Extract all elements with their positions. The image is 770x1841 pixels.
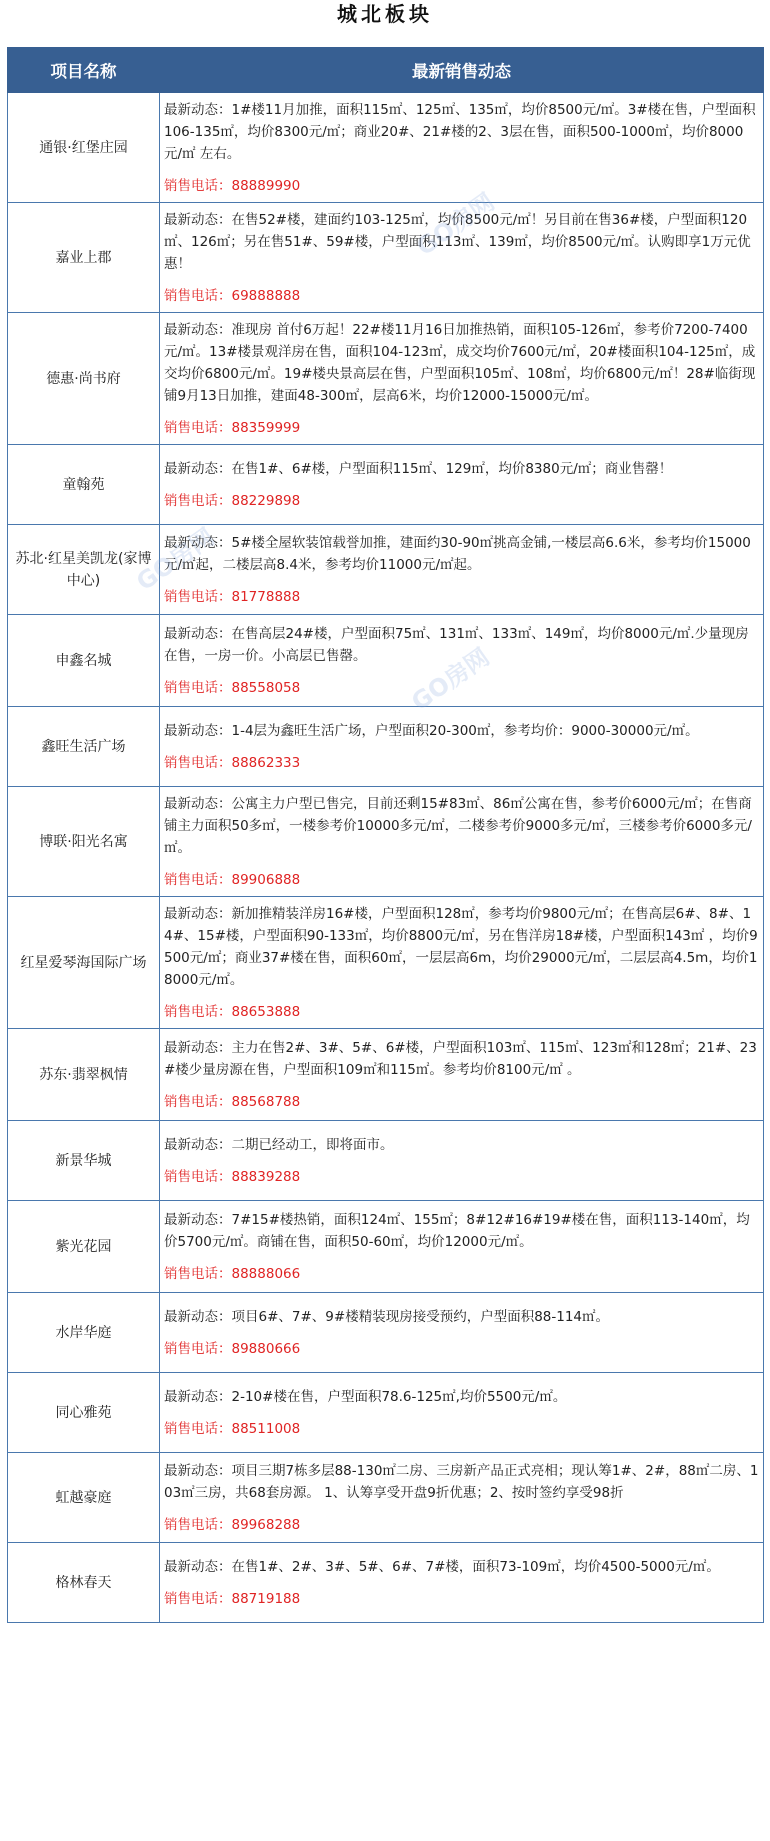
table-row	[8, 1293, 764, 1373]
table-row	[8, 1373, 764, 1453]
table-row	[8, 525, 764, 615]
sales-info-cell	[160, 1201, 764, 1293]
sales-phone: 销售电话：88889990	[164, 178, 301, 194]
table-row	[8, 1201, 764, 1293]
column-header-project-name: 项目名称	[8, 48, 160, 93]
project-name: 申鑫名城	[8, 615, 160, 707]
project-name: 鑫旺生活广场	[8, 707, 160, 787]
page-title: 城北板块	[337, 2, 433, 26]
latest-news-text: 最新动态：在售52#楼，建面约103-125㎡，均价8500元/㎡！另目前在售36#楼，户型面积120㎡、126㎡；另在售51#、59#楼，户型面积113㎡、139㎡，均价8500元/㎡。认购即享1万元优惠！	[164, 212, 751, 272]
project-name: 格林春天	[8, 1543, 160, 1623]
sales-info-cell	[160, 1373, 764, 1453]
sales-phone: 销售电话：88359999	[164, 420, 301, 436]
sales-info-cell	[160, 707, 764, 787]
latest-news-text: 最新动态：2-10#楼在售，户型面积78.6-125㎡,均价5500元/㎡。	[164, 1389, 567, 1405]
sales-info-cell	[160, 525, 764, 615]
project-name: 通银·红堡庄园	[8, 93, 160, 203]
sales-phone: 销售电话：88862333	[164, 755, 301, 771]
sales-phone: 销售电话：88653888	[164, 1004, 301, 1020]
latest-news-text: 最新动态：新加推精装洋房16#楼，户型面积128㎡，参考均价9800元/㎡；在售高层6#、8#、14#、15#楼，户型面积90-133㎡，均价8800元/㎡，另在售洋房18#楼，户型面积143㎡ ，均价9500元/㎡；商业37#楼在售，面积60㎡，一层层高6m，均价29000元/㎡，二层层高4.5m，均价18000元/㎡。	[164, 906, 758, 988]
sales-info-cell	[160, 313, 764, 445]
table-row	[8, 1543, 764, 1623]
sales-info-cell	[160, 787, 764, 897]
sales-info-cell	[160, 1121, 764, 1201]
sales-info-cell	[160, 203, 764, 313]
table-row	[8, 707, 764, 787]
latest-news-text: 最新动态：项目三期7栋多层88-130㎡二房、三房新产品正式亮相；现认筹1#、2#，88㎡二房、103㎡三房，共68套房源。 1、认筹享受开盘9折优惠；2、按时签约享受98折	[164, 1463, 759, 1501]
project-name: 新景华城	[8, 1121, 160, 1201]
latest-news-text: 最新动态：在售1#、2#、3#、5#、6#、7#楼，面积73-109㎡，均价4500-5000元/㎡。	[164, 1559, 720, 1575]
table-row	[8, 615, 764, 707]
project-name: 童翰苑	[8, 445, 160, 525]
sales-phone: 销售电话：89968288	[164, 1517, 301, 1533]
sales-info-cell	[160, 1293, 764, 1373]
sales-phone: 销售电话：88839288	[164, 1169, 301, 1185]
latest-news-text: 最新动态：5#楼全屋软装馆载誉加推，建面约30-90㎡挑高金铺,一楼层高6.6米，参考均价15000元/㎡起，二楼层高8.4米，参考均价11000元/㎡起。	[164, 535, 751, 573]
latest-news-text: 最新动态：项目6#、7#、9#楼精装现房接受预约，户型面积88-114㎡。	[164, 1309, 610, 1325]
table-row	[8, 1453, 764, 1543]
project-name: 紫光花园	[8, 1201, 160, 1293]
table-row	[8, 787, 764, 897]
project-name: 水岸华庭	[8, 1293, 160, 1373]
column-header-sales-news: 最新销售动态	[160, 48, 764, 93]
latest-news-text: 最新动态：在售高层24#楼，户型面积75㎡、131㎡、133㎡、149㎡，均价8000元/㎡.少量现房在售，一房一价。小高层已售罄。	[164, 626, 749, 664]
watermark: GO房网	[411, 187, 500, 262]
table-row	[8, 93, 764, 203]
latest-news-text: 最新动态：二期已经动工，即将面市。	[164, 1137, 394, 1153]
sales-info-cell	[160, 93, 764, 203]
sales-phone: 销售电话：89880666	[164, 1341, 301, 1357]
sales-info-cell	[160, 445, 764, 525]
project-name: 嘉业上郡	[8, 203, 160, 313]
table-row	[8, 313, 764, 445]
project-name: 同心雅苑	[8, 1373, 160, 1453]
table-header-row	[8, 48, 764, 93]
sales-phone: 销售电话：88511008	[164, 1421, 301, 1437]
project-name: 红星爱琴海国际广场	[8, 897, 160, 1029]
watermark: GO房网	[406, 642, 495, 717]
latest-news-text: 最新动态：主力在售2#、3#、5#、6#楼，户型面积103㎡、115㎡、123㎡和128㎡；21#、23#楼少量房源在售，户型面积109㎡和115㎡。参考均价8100元/㎡ 。	[164, 1040, 757, 1078]
table-row	[8, 203, 764, 313]
latest-news-text: 最新动态：7#15#楼热销，面积124㎡、155㎡；8#12#16#19#楼在售，面积113-140㎡，均价5700元/㎡。商铺在售，面积50-60㎡，均价12000元/㎡。	[164, 1212, 750, 1250]
sales-phone: 销售电话：88888066	[164, 1266, 301, 1282]
sales-info-cell	[160, 1453, 764, 1543]
project-name: 博联·阳光名寓	[8, 787, 160, 897]
sales-phone: 销售电话：88229898	[164, 493, 301, 509]
project-name: 苏北·红星美凯龙(家博中心)	[8, 525, 160, 615]
table-row	[8, 897, 764, 1029]
project-name: 苏东·翡翠枫情	[8, 1029, 160, 1121]
sales-phone: 销售电话：88558058	[164, 680, 301, 696]
table-body	[8, 93, 764, 1623]
sales-phone: 销售电话：81778888	[164, 589, 301, 605]
table-row	[8, 445, 764, 525]
latest-news-text: 最新动态：在售1#、6#楼，户型面积115㎡、129㎡，均价8380元/㎡；商业售罄！	[164, 461, 673, 477]
sales-info-cell	[160, 897, 764, 1029]
sales-table	[7, 47, 764, 1623]
latest-news-text: 最新动态：1-4层为鑫旺生活广场，户型面积20-300㎡，参考均价：9000-30000元/㎡。	[164, 723, 699, 739]
project-name: 德惠·尚书府	[8, 313, 160, 445]
sales-phone: 销售电话：88719188	[164, 1591, 301, 1607]
latest-news-text: 最新动态：1#楼11月加推，面积115㎡、125㎡、135㎡，均价8500元/㎡。3#楼在售，户型面积106-135㎡，均价8300元/㎡；商业20#、21#楼的2、3层在售，面积500-1000㎡，均价8000元/㎡ 左右。	[164, 102, 756, 162]
watermark: GO房网	[131, 522, 220, 597]
table-row	[8, 1029, 764, 1121]
latest-news-text: 最新动态：准现房 首付6万起！22#楼11月16日加推热销，面积105-126㎡，参考价7200-7400元/㎡。13#楼景观洋房在售，面积104-123㎡，成交均价7600元/㎡，20#楼面积104-125㎡，成交均价6800元/㎡。19#楼央景高层在售，户型面积105㎡、108㎡，均价6800元/㎡！28#临街现铺9月13日加推，建面48-300㎡，层高6米，均价12000-15000元/㎡。	[164, 322, 756, 404]
sales-phone: 销售电话：89906888	[164, 872, 301, 888]
latest-news-text: 最新动态：公寓主力户型已售完，目前还剩15#83㎡、86㎡公寓在售，参考价6000元/㎡；在售商铺主力面积50多㎡，一楼参考价10000多元/㎡，二楼参考价9000多元/㎡，三楼参考价6000多元/㎡。	[164, 796, 752, 856]
sales-phone: 销售电话：69888888	[164, 288, 301, 304]
sales-info-cell	[160, 615, 764, 707]
table-row	[8, 1121, 764, 1201]
project-name: 虹越豪庭	[8, 1453, 160, 1543]
sales-info-cell	[160, 1029, 764, 1121]
sales-info-cell	[160, 1543, 764, 1623]
sales-phone: 销售电话：88568788	[164, 1094, 301, 1110]
